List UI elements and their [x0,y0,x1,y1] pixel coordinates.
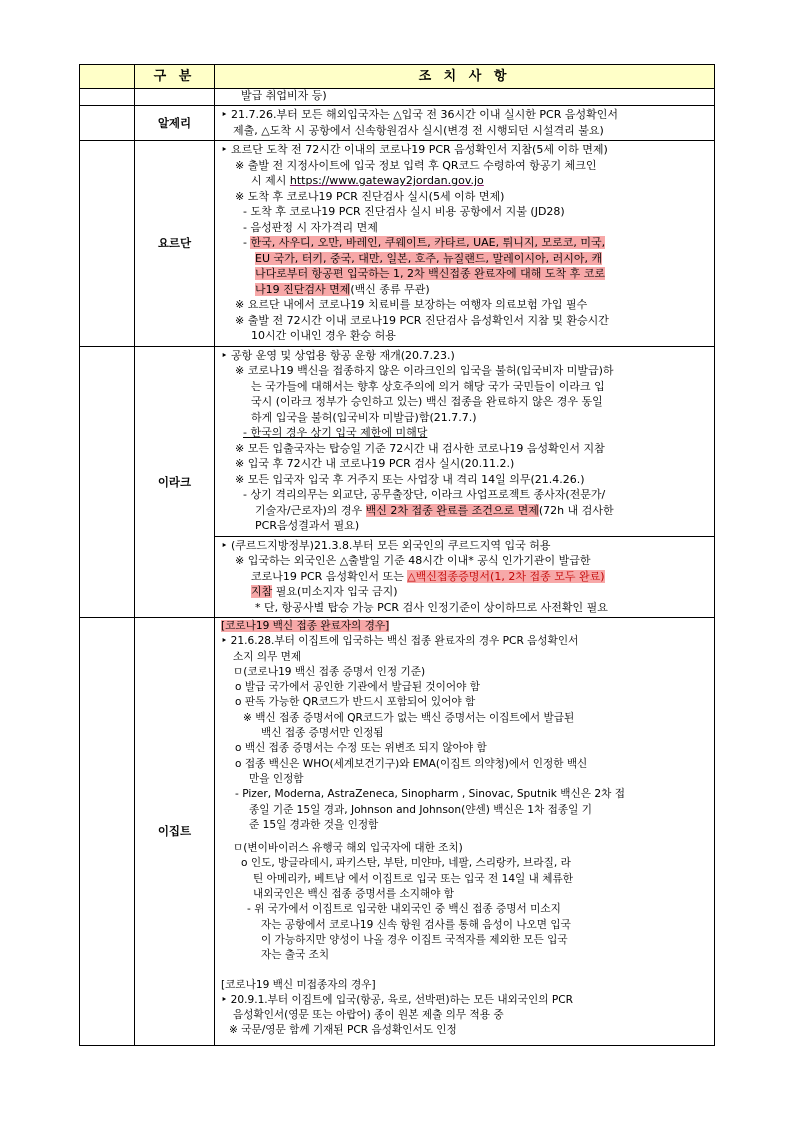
country-name: 알제리 [134,106,214,140]
header-measures: 조 치 사 항 [214,65,714,88]
measures-table [79,64,715,1046]
table-header [80,65,714,89]
country-name: 요르단 [134,141,214,346]
table-row-jordan: 요르단 ‣ 요르단 도착 전 72시간 이내의 코로나19 PCR 음성확인서 지참(5세 이하 면제) ※ 출발 전 지정사이트에 입국 정보 입력 후 QR코드 수령하여 항공기 체크인 시 제시 https://www.gateway2jordan.gov.jo ※ 도착 후 코로나19 PCR 진단검사 실시(5세 이하 면제) - 도착 후 코로나19 PCR 진단검사 실시 비용 공항에서 지불 (JD28) - 음성판정 시 자가격리 면제 - 한국, 사우디, 오만, 바레인, 쿠웨이트, 카타르, UAE, 튀니지, 모로코, 미국, EU 국가, 터키, 중국, 대만, 일본, 호주, 뉴질랜드, 말레이시아, 러시아, 캐 나다로부터 항공편 입국하는 1, 2차 백신접종 완료자에 대해 도착 후 코로 나19 진단검사 면제(백신 종류 무관) ※ 요르단 내에서 코로나19 치료비를 보장하는 여행자 의료보험 가입 필수 ※ 출발 전 72시간 이내 코로나19 PCR 진단검사 음성확인서 지참 및 환승시간 10시간 이내인 경우 환승 허용 [80,140,714,346]
country-name: 이집트 [134,618,214,1045]
kurdistan-section: ‣ (쿠르드지방정부)21.3.8.부터 모든 외국인의 쿠르드지역 입국 허용 ※ 입국하는 외국인은 △출발일 기준 48시간 이내* 공식 인가기관이 발급한 코로나19 PCR 음성확인서 또는 △백신접종증명서(1, 2차 접종 모두 완료) 지참 필요(미소지자 입국 금지) * 단, 항공사별 탑승 가능 PCR 검사 인정기준이 상이하므로 사전확인 필요 [215,536,714,618]
table-row-egypt: 이집트 [코로나19 백신 접종 완료자의 경우] ‣ 21.6.28.부터 이집트에 입국하는 백신 접종 완료자의 경우 PCR 음성확인서 소지 의무 면제 ㅁ(코로나19 백신 접종 증명서 인정 기준) o 발급 국가에서 공인한 기관에서 발급된 것이어야 함 o 판독 가능한 QR코드가 반드시 포함되어 있어야 함 ※ 백신 접종 증명서에 QR코드가 없는 백신 증명서는 이집트에서 발급된 백신 접종 증명서만 인정됨 o 백신 접종 증명서는 수정 또는 위변조 되지 않아야 함 o 접종 백신은 WHO(세계보건기구)와 EMA(이집트 의약청)에서 인정한 백신 만을 인정함 - Pizer, Moderna, AstraZeneca, Sinopharm , Sinovac, Sputnik 백신은 2차 접 종일 기준 15일 경과, Johnson and Johnson(얀센) 백신은 1차 접종일 기 준 15일 경과한 것을 인정함 ㅁ(변이바이러스 유행국 해외 입국자에 대한 조치) o 인도, 방글라데시, 파키스탄, 부탄, 미얀마, 네팔, 스리랑카, 브라질, 라 틴 아메리카, 베트남 에서 이집트로 입국 또는 입국 전 14일 내 체류한 내외국인은 백신 접종 증명서를 소지해야 함 - 위 국가에서 이집트로 입국한 내외국인 중 백신 접종 증명서 미소지 자는 공항에서 코로나19 신속 항원 검사를 통해 음성이 나오면 입국 이 가능하지만 양성이 나올 경우 이집트 국적자를 제외한 모든 입국 자는 출국 조치 [코로나19 백신 미접종자의 경우] ‣ 20.9.1.부터 이집트에 입국(항공, 육로, 선박편)하는 모든 내외국인의 PCR 음성확인서(영문 또는 아랍어) 종이 원본 제출 의무 적용 중 ※ 국문/영문 함께 기재된 PCR 음성확인서도 인정 [80,617,714,1045]
table-row-algeria: 알제리 ‣ 21.7.26.부터 모든 해외입국자는 △입국 전 36시간 이내 실시한 PCR 음성확인서 제출, △도착 시 공항에서 신속항원검사 실시(변경 전 시행되던 시설격리 불요) [80,105,714,140]
highlight-exemption: 한국, 사우디, 오만, 바레인, 쿠웨이트, 카타르, UAE, 튀니지, 모로코, 미국, [250,236,606,249]
table-row-iraq: 이라크 ‣ 공항 운영 및 상업용 항공 운항 재개(20.7.23.) ※ 코로나19 백신을 접종하지 않은 이라크인의 입국을 불허(입국비자 미발급)하 는 국가들에 대해서는 향후 상호주의에 의거 해당 국가 국민들이 이라크 입 국시 (이라크 정부가 승인하고 있는) 백신 접종을 완료하지 않은 경우 동일 하게 입국을 불허(입국비자 미발급)함(21.7.7.) - 한국의 경우 상기 입국 제한에 미해당 ※ 모든 입출국자는 탑승일 기준 72시간 내 검사한 코로나19 음성확인서 지참 ※ 입국 후 72시간 내 코로나19 PCR 검사 실시(20.11.2.) ※ 모든 입국자 입국 후 거주지 또는 사업장 내 격리 14일 의무(21.4.26.) - 상기 격리의무는 외교단, 공무출장단, 이라크 사업프로젝트 종사자(전문가/ 기술자/근로자)의 경우 백신 2차 접종 완료를 조건으로 면제(72h 내 검사한 PCR음성결과서 필요) ‣ (쿠르드지방정부)21.3.8.부터 모든 외국인의 쿠르드지역 입국 허용 ※ 입국하는 외국인은 △출발일 기준 48시간 이내* 공식 인가기관이 발급한 코로나19 PCR 음성확인서 또는 △백신접종증명서(1, 2차 접종 모두 완료) 지참 필요(미소지자 입국 금지) * 단, 항공사별 탑승 가능 PCR 검사 인정기준이 상이하므로 사전확인 필요 [80,346,714,618]
table-row: 발급 취업비자 등) [80,89,714,105]
header-category: 구 분 [134,65,214,88]
country-name: 이라크 [134,347,214,618]
gateway-link[interactable]: https://www.gateway2jordan.gov.jo [289,174,484,187]
